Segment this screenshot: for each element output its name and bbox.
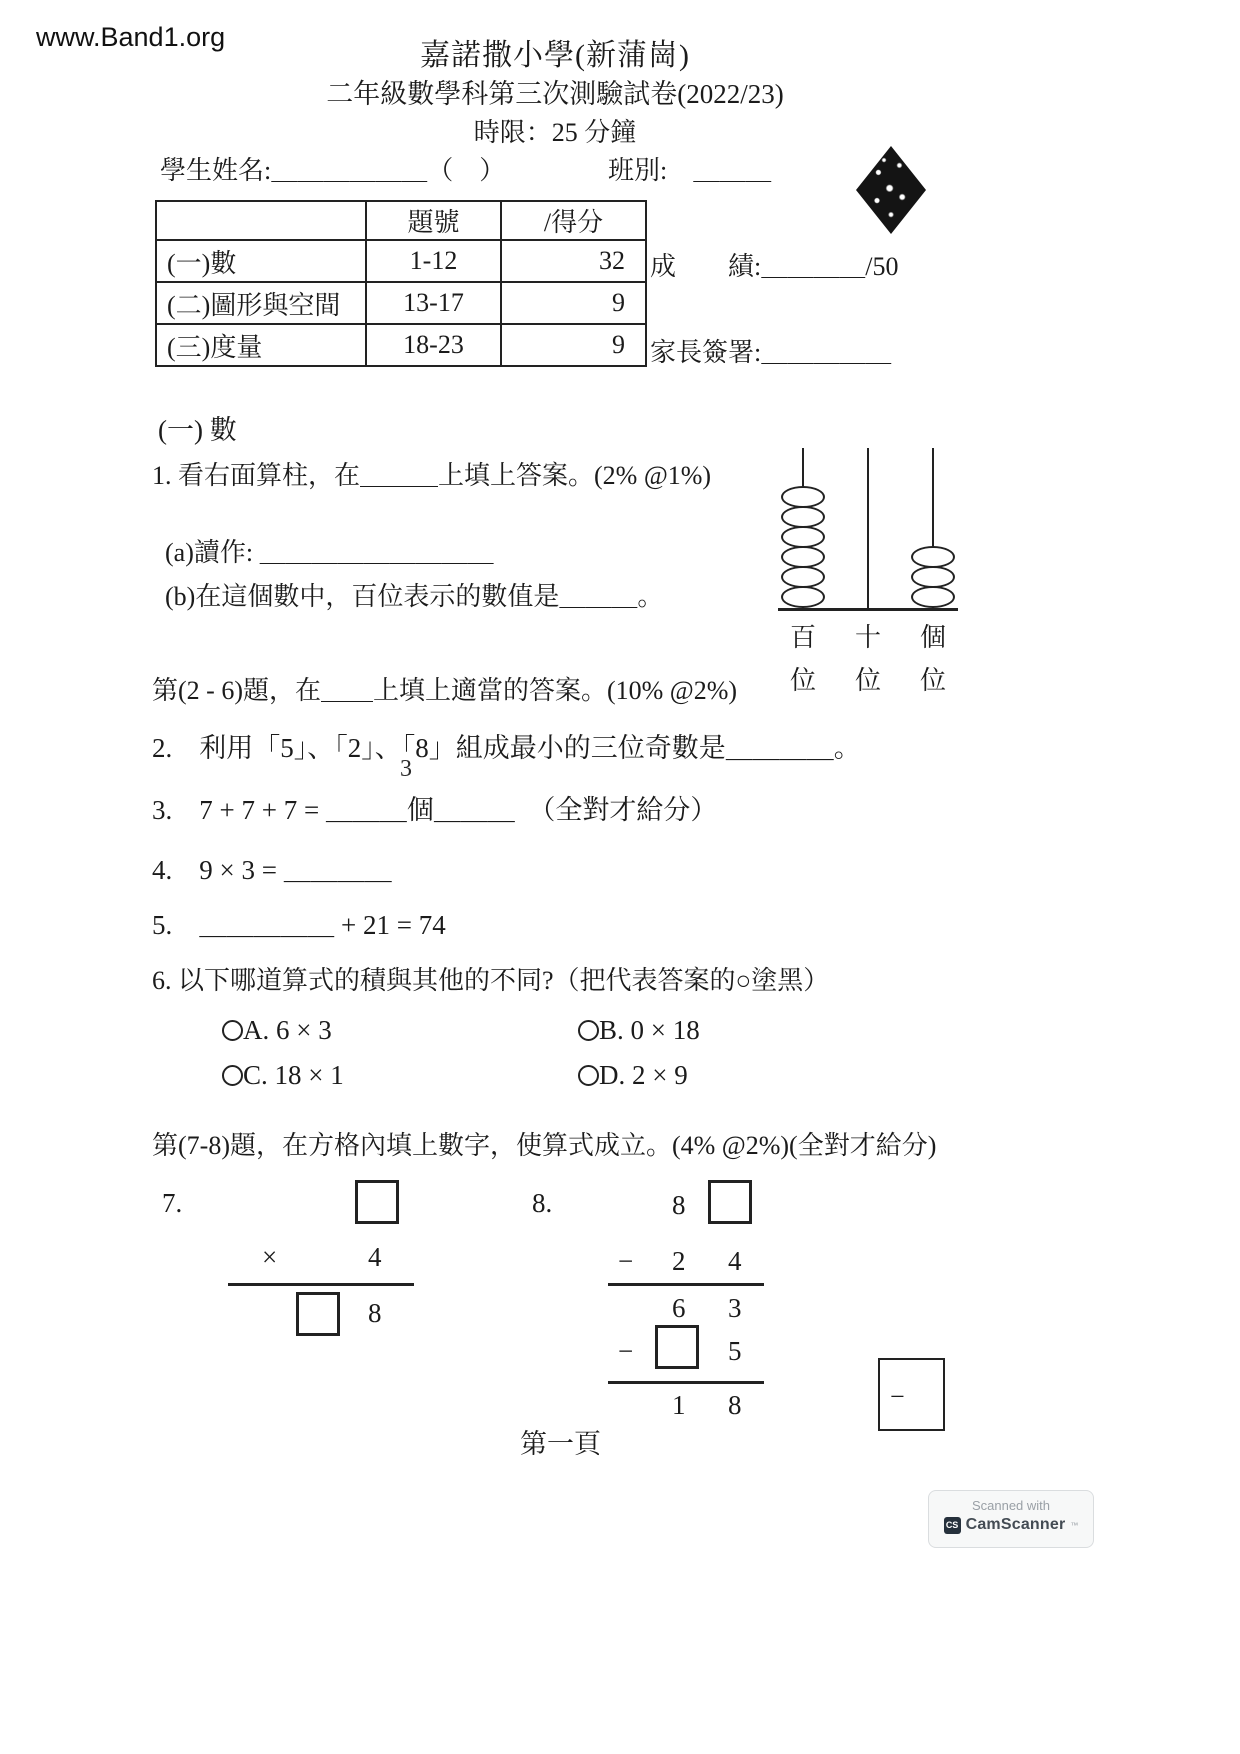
stray-minus-mark: −: [890, 1382, 905, 1411]
question-1b: (b)在這個數中，百位表示的數值是＿＿＿。: [165, 582, 664, 611]
option-a-label: A. 6 × 3: [243, 1015, 332, 1045]
table-row: [156, 324, 646, 366]
abacus-rod-2: [908, 448, 958, 608]
abacus-rods: [778, 448, 958, 608]
exam-title: 二年級數學科第三次測驗試卷(2022/23): [326, 79, 784, 109]
camscanner-row: [929, 1516, 1093, 1534]
table-row: [156, 282, 646, 324]
school-stamp: [856, 146, 926, 234]
stray-mark-box: [878, 1358, 945, 1431]
table-header-row: [156, 201, 646, 240]
q6-option-d: [578, 1060, 688, 1091]
abacus-bead: [781, 526, 825, 548]
q8-subtrahend2-ones: 5: [728, 1336, 742, 1366]
row-section: (三)度量: [156, 324, 366, 366]
header-empty-cell: [156, 201, 366, 240]
abacus: [778, 448, 958, 697]
row-score: 9: [501, 324, 646, 366]
q6-option-b: [578, 1015, 700, 1046]
q8-subtrahend-ones: 4: [728, 1246, 742, 1276]
class-line: 班別: ＿＿＿: [608, 156, 772, 185]
q8-line-1: [608, 1283, 764, 1286]
row-range: 13-17: [366, 282, 501, 324]
question-7: [150, 1180, 450, 1360]
option-bubble-d-icon: [578, 1065, 599, 1086]
row-range: 18-23: [366, 324, 501, 366]
abacus-rod-0: [778, 448, 828, 608]
scanned-with-label: Scanned with: [971, 1498, 1051, 1513]
q7-answer-box-top: [355, 1180, 399, 1224]
header-question-no: 題號: [366, 201, 501, 240]
row-range: 1-12: [366, 240, 501, 282]
abacus-rod-1: [843, 448, 893, 608]
instruction-q2-6: 第(2 - 6)題，在＿＿上填上適當的答案。(10% @2%): [152, 676, 738, 705]
option-bubble-c-icon: [222, 1065, 243, 1086]
q8-minus-1: −: [618, 1246, 634, 1276]
label-tens: 十: [854, 623, 881, 652]
q7-multiplier: 4: [368, 1242, 382, 1272]
handwritten-mark: 3: [400, 756, 412, 782]
abacus-bead: [911, 586, 955, 608]
section1-title: (一) 數: [158, 415, 237, 445]
q8-answer-box-2: [655, 1325, 699, 1369]
student-name-line: 學生姓名:＿＿＿＿＿＿（ ）: [160, 156, 506, 185]
question-4: 4. 9 × 3 = ＿＿＿＿: [152, 855, 392, 885]
label-ones: 個: [919, 623, 946, 652]
q8-minus-2: −: [618, 1336, 634, 1366]
q7-answer-box-bottom: [296, 1292, 340, 1336]
page-number-label: 第一頁: [520, 1429, 601, 1459]
question-2: 2. 利用「5」、「2」、「8」組成最小的三位奇數是＿＿＿＿。: [152, 733, 861, 763]
parent-signature-line: 家長簽署:＿＿＿＿＿: [650, 338, 892, 367]
total-score-blank: ＿＿＿＿: [761, 252, 866, 281]
total-score-line: [650, 246, 898, 283]
label-hundreds: 百: [789, 623, 816, 652]
question-8: [520, 1180, 820, 1440]
camscanner-badge: [928, 1490, 1094, 1548]
abacus-bead: [781, 546, 825, 568]
q8-diff1-ones: 3: [728, 1293, 742, 1323]
row-score: 32: [501, 240, 646, 282]
label-wei: 位: [854, 666, 881, 695]
question-1: 1. 看右面算柱，在＿＿＿上填上答案。(2% @1%): [152, 461, 712, 490]
q7-operator: ×: [262, 1242, 278, 1272]
question-3: 3. 7 + 7 + 7 = ＿＿＿個＿＿＿ （全對才給分）: [152, 795, 718, 825]
row-section: (二)圖形與空間: [156, 282, 366, 324]
instruction-q7-8: 第(7-8)題，在方格內填上數字，使算式成立。(4% @2%)(全對才給分): [152, 1131, 937, 1160]
abacus-bead: [781, 586, 825, 608]
table-row: [156, 240, 646, 282]
option-b-label: B. 0 × 18: [599, 1015, 700, 1045]
q8-number: 8.: [532, 1188, 553, 1218]
q8-line-2: [608, 1381, 764, 1384]
abacus-bead: [781, 486, 825, 508]
total-score-label: 成 績:: [650, 252, 762, 281]
school-name: 嘉諾撒小學(新蒲崗): [420, 39, 690, 72]
watermark: www.Band1.org: [36, 22, 226, 52]
abacus-beads-hundreds: [781, 488, 825, 608]
score-table: [155, 200, 647, 367]
time-limit: 時限：25 分鐘: [473, 118, 637, 147]
question-6: 6. 以下哪道算式的積與其他的不同?（把代表答案的○塗黑）: [152, 966, 830, 995]
diamond-stamp-shape: [856, 146, 926, 234]
q8-minuend-tens: 8: [672, 1190, 686, 1220]
q7-equals-line: [228, 1283, 414, 1286]
camscanner-logo-icon: CS: [944, 1517, 961, 1534]
header-score: /得分: [501, 201, 646, 240]
abacus-labels-top: [778, 617, 958, 654]
q7-product-digit: 8: [368, 1298, 382, 1328]
abacus-beads-ones: [911, 548, 955, 608]
label-wei: 位: [789, 666, 816, 695]
q7-number: 7.: [162, 1188, 183, 1218]
abacus-labels-bottom: [778, 660, 958, 697]
q6-option-c: [222, 1060, 344, 1091]
total-score-denominator: /50: [865, 252, 899, 281]
option-bubble-b-icon: [578, 1020, 599, 1041]
q8-diff2-tens: 1: [672, 1390, 686, 1420]
option-c-label: C. 18 × 1: [243, 1060, 344, 1090]
question-1a: (a)讀作: ＿＿＿＿＿＿＿＿＿: [165, 538, 494, 567]
abacus-base-line: [778, 608, 958, 611]
q8-diff1-tens: 6: [672, 1293, 686, 1323]
option-bubble-a-icon: [222, 1020, 243, 1041]
q8-subtrahend-tens: 2: [672, 1246, 686, 1276]
abacus-bead: [781, 566, 825, 588]
camscanner-name: CamScanner: [965, 1516, 1066, 1533]
q8-diff2-ones: 8: [728, 1390, 742, 1420]
q8-answer-box-1: [708, 1180, 752, 1224]
abacus-bead: [911, 566, 955, 588]
label-wei: 位: [919, 666, 946, 695]
row-score: 9: [501, 282, 646, 324]
question-5: 5. ＿＿＿＿＿ + 21 = 74: [152, 910, 446, 940]
row-section: (一)數: [156, 240, 366, 282]
q6-option-a: [222, 1015, 332, 1046]
abacus-bead: [911, 546, 955, 568]
option-d-label: D. 2 × 9: [599, 1060, 688, 1090]
abacus-bead: [781, 506, 825, 528]
trademark-symbol: ™: [1070, 1520, 1079, 1530]
